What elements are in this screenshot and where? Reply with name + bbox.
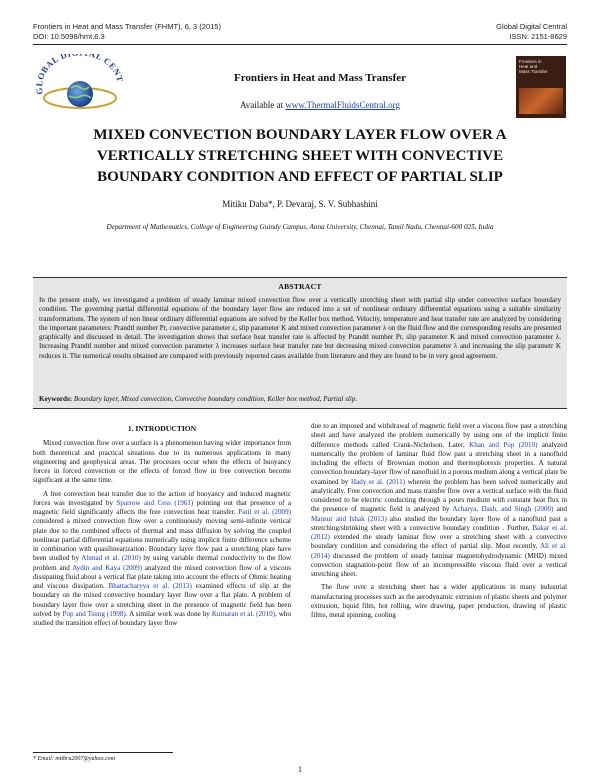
title-line-1: MIXED CONVECTION BOUNDARY LAYER FLOW OVER A <box>93 127 507 143</box>
page-number: 1 <box>298 765 302 774</box>
intro-paragraph-4: The flow over a stretching sheet has a wider applications in many industrial manufacturing processes such as the aerodynamic extrusion of plastic sheets and polymer extrusion, liquid film, hot rolling, wire drawing, paper production, drawing of plastic films, metal spinning, cooling <box>311 583 567 619</box>
citation-link[interactable]: Kumaran et al. (2010) <box>211 609 276 618</box>
intro-paragraph-1: Mixed convection flow over a surface is a phenomenon having wider importance from both theoretical and practical situations due to its numerous applications in many engineering and geophysical areas. The processes occur when the effects of buoyancy forces in forced convection or the effects of forced flow in free convection become significant at the same time. <box>33 439 291 485</box>
citation-link[interactable]: Ahmad et al. (2010) <box>81 554 141 563</box>
journal-reference: Frontiers in Heat and Mass Transfer (FHMT), 6, 3 (2015) <box>33 22 221 31</box>
text-run: A free convection heat transfer due to the action of buoyancy and induced magnetic forces was investigated by <box>33 489 291 507</box>
citation-link[interactable]: Patil et al. (2009) <box>238 508 291 516</box>
available-prefix: Available at <box>239 100 286 110</box>
citation-link[interactable]: Ali et al. (2014) <box>311 542 568 560</box>
citation-link[interactable]: Acharya, Dash, and Singh (2000) <box>452 505 554 514</box>
citation-link[interactable]: Bhattacharyya et al. (2013) <box>108 582 192 590</box>
cover-line-2: Heat and <box>519 64 538 70</box>
keywords-list: Boundary layer, Mixed convection, Convective boundary condition, Keller box method, Partial slip. <box>72 395 358 403</box>
text-run: examined effects of slip at the boundary on the mixed convective boundary layer flow over a flat plate. A problem of boundary layer flow over a stretching sheet in the presence of magnetic field has been solved by <box>33 582 292 618</box>
text-run: discussed the problem of steady laminar magnetohydrodynamic (MHD) mixed convection stagnation-point flow of an incompressible viscous fluid over a vertical stretching sheet. <box>311 551 567 578</box>
intro-paragraph-3 <box>311 422 567 579</box>
title-line-2: VERTICALLY STRETCHING SHEET WITH CONVECTIVE <box>96 148 504 164</box>
text-run: analyzed numerically the problem of laminar fluid flow past a stretching sheet in a nanofluid including the effects of Brownian motion and thermophoresis properties. A natural convection boundary-layer flow of nanofluid in a porous medium along a vertical plate be examined by <box>311 440 567 486</box>
abstract-box <box>33 277 567 409</box>
title-line-3: BOUNDARY CONDITION AND EFFECT OF PARTIAL SLIP <box>97 169 503 185</box>
text-run: analyzed the mixed convection flow of a viscous dissipating fluid about a vertical flat plate taking into account the effects of Ohmic heating and viscous dissipation. <box>33 563 291 590</box>
journal-title: Frontiers in Heat and Mass Transfer <box>233 72 407 84</box>
section-heading-introduction: 1. INTRODUCTION <box>127 424 197 433</box>
availability-line <box>200 100 440 110</box>
cover-line-3: Mass Transfer <box>519 69 548 75</box>
text-run: extended the steady laminar flow over a stretching sheet with a convective boundary condition and considering the effect of partial slip. Most recently, <box>311 533 567 551</box>
abstract-heading: ABSTRACT <box>278 282 322 291</box>
citation-link[interactable]: Khan and Pop (2010) <box>469 440 538 449</box>
global-digital-central-logo <box>33 54 125 112</box>
journal-url-link[interactable]: www.ThermalFluidsCentral.org <box>285 100 401 110</box>
affiliation: Department of Mathematics, College of Engineering Guindy Campus, Anna University, Chennai, Tamil Nadu, Chennai-600 025, India <box>106 223 494 231</box>
header-rule <box>33 44 567 45</box>
issn: ISSN: 2151-8629 <box>509 32 567 41</box>
text-run: also studied the boundary layer flow of a nanofluid past a stretching/shrinking sheet with a convective boundary condition . Further, <box>311 514 567 532</box>
text-run: wherein the problem has been solved numerically and analytically. Free convection and mass transfer flow over a vertical surface with the fluid considered to be electric conducting through a pours medium with constant heat flux in the presence of magnetic field is analyzed by <box>311 477 567 514</box>
left-column <box>33 424 291 632</box>
cover-image <box>519 88 563 114</box>
text-run: , who studied the transition effect of boundary layer flow <box>33 609 291 627</box>
text-run: pointing out that presence of a magnetic field significantly affects the free convection heat transfer. <box>33 498 292 516</box>
text-run: by using variable thermal conductivity to the flow problem and <box>33 554 291 572</box>
text-run: and <box>553 505 567 514</box>
citation-link[interactable]: Aydin and Kaya (2009) <box>72 563 143 572</box>
text-run: considered a mixed convection flow over a continuously moving semi-infinite vertical plate due to the combined effects of thermal and mass diffusion by solving the coupled nonlinear partial differential equations numerically using implicit finite difference scheme in combination with quasilinearization. Boundary layer flow past a stretching plate have been studied by <box>33 517 291 563</box>
intro-paragraph-2 <box>33 490 291 629</box>
right-column <box>311 422 567 624</box>
citation-link[interactable]: Sparrow and Cess (1961) <box>116 498 194 507</box>
keywords <box>39 395 561 404</box>
footnote-email: * Email: mitbru2007@yahoo.com <box>33 756 116 762</box>
citation-link[interactable]: Hady et al. (2011) <box>351 477 406 486</box>
svg-text:GLOBAL DIGITAL CENTRAL: GLOBAL D AL CENT <box>33 54 125 96</box>
doi: DOI: 10.5098/hmt.6.3 <box>33 32 105 41</box>
citation-link[interactable]: Pop and Tsung (1998) <box>62 609 126 618</box>
text-run: . A similar work was done by <box>125 609 212 618</box>
keywords-label: Keywords: <box>39 395 73 403</box>
text-run: due to an imposed and withdrawal of magnetic field over a viscous flow past a stretching sheet and have analyzed the problem numerically by using one of the implicit finite difference methods called Crank-Nicholson. Later, <box>311 422 567 449</box>
authors: Mitiku Daba*, P. Devaraj, S. V. Subhashini <box>222 199 378 209</box>
publisher: Global Digital Central <box>496 22 567 31</box>
journal-cover-thumbnail <box>516 56 566 118</box>
citation-link[interactable]: Bakar et al. (2012) <box>311 523 568 541</box>
footnote-rule <box>33 752 173 753</box>
cover-line-1: Frontiers in <box>519 59 542 64</box>
citation-link[interactable]: Mansur and Ishak (2013) <box>311 514 387 523</box>
abstract-text: In the present study, we investigated a problem of steady laminar mixed convection flow over a vertically stretching sheet with partial slip under convective surface boundary condition. The governing partial differential equations of the boundary layer flow are reduced into a set of nonlinear ordinary differential equations using a suitable similarity transformations. The system of non linear ordinary differential equations are solved by the Keller box method. Velocity, temperature and heat transfer rate are analyzed by considering the important parameters: Prandtl number Pr, convective parameter ε, slip parameter K and mixed convection parameter λ on the fluid flow and the corresponding results are presented graphically and discussed in detail. The investigation shows that surface heat transfer rate is affected by Prandtl number Pr, slip parameter K and mixed convection parameter λ. Increasing Prandtl number and mixed convection parameter λ increases surface heat transfer rate but decreasing mixed convection parameter λ and increasing the slip parametr K reduces it. The numerical results obtained are compared with previously reported cases available from literature and they are found to be in very good agreement. <box>39 296 561 360</box>
paper-title <box>60 125 540 188</box>
